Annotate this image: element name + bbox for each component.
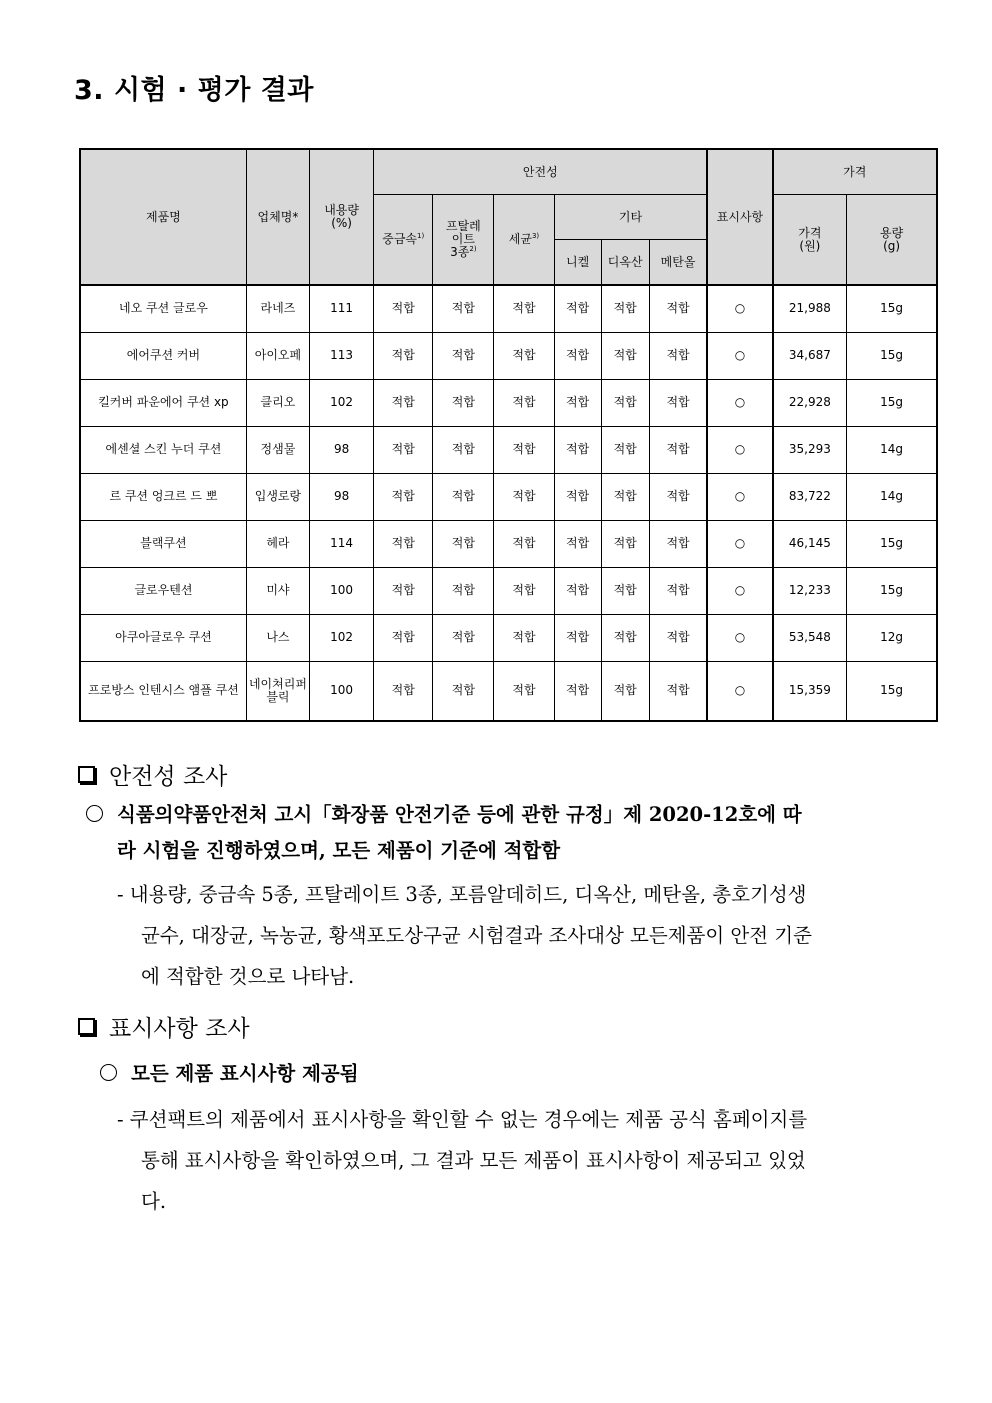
col-header-product: 제품명	[80, 149, 246, 285]
result-cell: 적합	[433, 567, 494, 614]
product-cell: 네오 쿠션 글로우	[80, 285, 246, 332]
col-header-labeling: 표시사항	[707, 149, 772, 285]
safety-detail: - 내용량, 중금속 5종, 프탈레이트 3종, 포름알데히드, 디옥산, 메탄올, 총호기성생 균수, 대장균, 녹농균, 황색포도상구균 시험결과 조사대상 모든제품이 안전 기준 에 적합한 것으로 나타남.	[117, 883, 812, 988]
company-cell: 클리오	[246, 379, 309, 426]
product-cell: 에센셜 스킨 누더 쿠션	[80, 426, 246, 473]
result-cell: 적합	[494, 285, 554, 332]
col-header-volume: 용량 (g)	[847, 195, 937, 286]
result-cell: 적합	[554, 332, 601, 379]
company-cell: 네이쳐리퍼블릭	[246, 661, 309, 721]
circle-bullet-icon	[86, 805, 103, 822]
price-cell: 15,359	[773, 661, 847, 721]
result-cell: 적합	[374, 285, 433, 332]
result-cell: 적합	[433, 614, 494, 661]
labeling-cell: ○	[707, 567, 772, 614]
result-cell: 적합	[649, 520, 707, 567]
labeling-cell: ○	[707, 614, 772, 661]
labeling-detail: - 쿠션팩트의 제품에서 표시사항을 확인할 수 없는 경우에는 제품 공식 홈페이지를 통해 표시사항을 확인하였으며, 그 결과 모든 제품이 표시사항이 제공되고 있었 다.	[117, 1108, 808, 1213]
content-cell: 111	[310, 285, 374, 332]
result-cell: 적합	[494, 426, 554, 473]
result-cell: 적합	[494, 379, 554, 426]
price-cell: 22,928	[773, 379, 847, 426]
table-row	[80, 614, 937, 661]
col-header-price: 가격 (원)	[773, 195, 847, 286]
safety-bullet: 식품의약품안전처 고시「화장품 안전기준 등에 관한 규정」제 2020-12호에 따 라 시험을 진행하였으며, 모든 제품이 기준에 적합함	[86, 797, 906, 869]
table-row	[80, 332, 937, 379]
content-cell: 102	[310, 614, 374, 661]
product-cell: 글로우텐션	[80, 567, 246, 614]
price-cell: 53,548	[773, 614, 847, 661]
result-cell: 적합	[649, 567, 707, 614]
col-header-dioxane: 디옥산	[601, 240, 649, 286]
table-row	[80, 520, 937, 567]
result-cell: 적합	[649, 473, 707, 520]
volume-cell: 15g	[847, 332, 937, 379]
result-cell: 적합	[554, 379, 601, 426]
result-cell: 적합	[494, 332, 554, 379]
col-header-safety: 안전성	[374, 149, 708, 195]
volume-cell: 14g	[847, 426, 937, 473]
col-header-phthalate: 프탈레 이트 3종$^{2)}$	[433, 195, 494, 286]
result-cell: 적합	[601, 520, 649, 567]
result-cell: 적합	[649, 285, 707, 332]
labeling-bullet: 모든 제품 표시사항 제공됨	[100, 1056, 900, 1092]
volume-cell: 15g	[847, 379, 937, 426]
result-cell: 적합	[433, 426, 494, 473]
result-cell: 적합	[374, 614, 433, 661]
result-cell: 적합	[494, 473, 554, 520]
result-cell: 적합	[554, 285, 601, 332]
result-cell: 적합	[649, 332, 707, 379]
result-cell: 적합	[649, 661, 707, 721]
company-cell: 라네즈	[246, 285, 309, 332]
col-header-nickel: 니켈	[554, 240, 601, 286]
results-table	[79, 148, 938, 722]
result-cell: 적합	[494, 614, 554, 661]
product-cell: 르 쿠션 엉크르 드 뽀	[80, 473, 246, 520]
price-cell: 12,233	[773, 567, 847, 614]
result-cell: 적합	[374, 567, 433, 614]
checkbox-square-icon	[78, 766, 95, 783]
table-row	[80, 426, 937, 473]
volume-cell: 15g	[847, 661, 937, 721]
result-cell: 적합	[374, 473, 433, 520]
price-cell: 35,293	[773, 426, 847, 473]
result-cell: 적합	[554, 567, 601, 614]
content-cell: 114	[310, 520, 374, 567]
circle-bullet-icon	[100, 1064, 117, 1081]
result-cell: 적합	[649, 426, 707, 473]
table-row	[80, 473, 937, 520]
col-header-other: 기타	[554, 195, 707, 240]
result-cell: 적합	[433, 379, 494, 426]
volume-cell: 15g	[847, 567, 937, 614]
result-cell: 적합	[649, 379, 707, 426]
result-cell: 적합	[601, 379, 649, 426]
result-cell: 적합	[554, 520, 601, 567]
labeling-section-heading: 표시사항 조사	[78, 1010, 250, 1043]
result-cell: 적합	[374, 520, 433, 567]
col-header-company: 업체명*	[246, 149, 309, 285]
content-cell: 98	[310, 473, 374, 520]
col-header-heavy-metal: 중금속$^{1)}$	[374, 195, 433, 286]
page-title: 3. 시험 · 평가 결과	[74, 75, 314, 106]
company-cell: 미샤	[246, 567, 309, 614]
checkbox-square-icon	[78, 1018, 95, 1035]
result-cell: 적합	[601, 285, 649, 332]
product-cell: 에어쿠션 커버	[80, 332, 246, 379]
result-cell: 적합	[649, 614, 707, 661]
result-cell: 적합	[554, 661, 601, 721]
safety-section-heading: 안전성 조사	[78, 758, 227, 791]
result-cell: 적합	[494, 520, 554, 567]
result-cell: 적합	[433, 473, 494, 520]
result-cell: 적합	[494, 567, 554, 614]
result-cell: 적합	[554, 426, 601, 473]
company-cell: 아이오페	[246, 332, 309, 379]
volume-cell: 15g	[847, 520, 937, 567]
content-cell: 113	[310, 332, 374, 379]
labeling-cell: ○	[707, 661, 772, 721]
price-cell: 34,687	[773, 332, 847, 379]
result-cell: 적합	[554, 614, 601, 661]
product-cell: 아쿠아글로우 쿠션	[80, 614, 246, 661]
volume-cell: 14g	[847, 473, 937, 520]
table-row	[80, 567, 937, 614]
company-cell: 헤라	[246, 520, 309, 567]
result-cell: 적합	[601, 661, 649, 721]
result-cell: 적합	[374, 332, 433, 379]
col-header-price-group: 가격	[773, 149, 937, 195]
result-cell: 적합	[374, 379, 433, 426]
result-cell: 적합	[494, 661, 554, 721]
result-cell: 적합	[601, 567, 649, 614]
product-cell: 프로방스 인텐시스 앰플 쿠션	[80, 661, 246, 721]
result-cell: 적합	[433, 285, 494, 332]
labeling-cell: ○	[707, 473, 772, 520]
result-cell: 적합	[601, 473, 649, 520]
content-cell: 98	[310, 426, 374, 473]
result-cell: 적합	[601, 332, 649, 379]
labeling-cell: ○	[707, 520, 772, 567]
labeling-cell: ○	[707, 332, 772, 379]
company-cell: 정샘물	[246, 426, 309, 473]
labeling-cell: ○	[707, 379, 772, 426]
company-cell: 나스	[246, 614, 309, 661]
result-cell: 적합	[554, 473, 601, 520]
col-header-methanol: 메탄올	[649, 240, 707, 286]
labeling-cell: ○	[707, 285, 772, 332]
table-row	[80, 379, 937, 426]
content-cell: 102	[310, 379, 374, 426]
product-cell: 블랙쿠션	[80, 520, 246, 567]
result-cell: 적합	[601, 426, 649, 473]
price-cell: 21,988	[773, 285, 847, 332]
col-header-content: 내용량 (%)	[310, 149, 374, 285]
volume-cell: 15g	[847, 285, 937, 332]
content-cell: 100	[310, 661, 374, 721]
labeling-cell: ○	[707, 426, 772, 473]
table-row	[80, 285, 937, 332]
result-cell: 적합	[374, 426, 433, 473]
price-cell: 83,722	[773, 473, 847, 520]
result-cell: 적합	[374, 661, 433, 721]
content-cell: 100	[310, 567, 374, 614]
result-cell: 적합	[433, 332, 494, 379]
company-cell: 입생로랑	[246, 473, 309, 520]
volume-cell: 12g	[847, 614, 937, 661]
result-cell: 적합	[601, 614, 649, 661]
product-cell: 킬커버 파운에어 쿠션 xp	[80, 379, 246, 426]
result-cell: 적합	[433, 661, 494, 721]
col-header-bacteria: 세균$^{3)}$	[494, 195, 554, 286]
result-cell: 적합	[433, 520, 494, 567]
table-row	[80, 661, 937, 721]
price-cell: 46,145	[773, 520, 847, 567]
